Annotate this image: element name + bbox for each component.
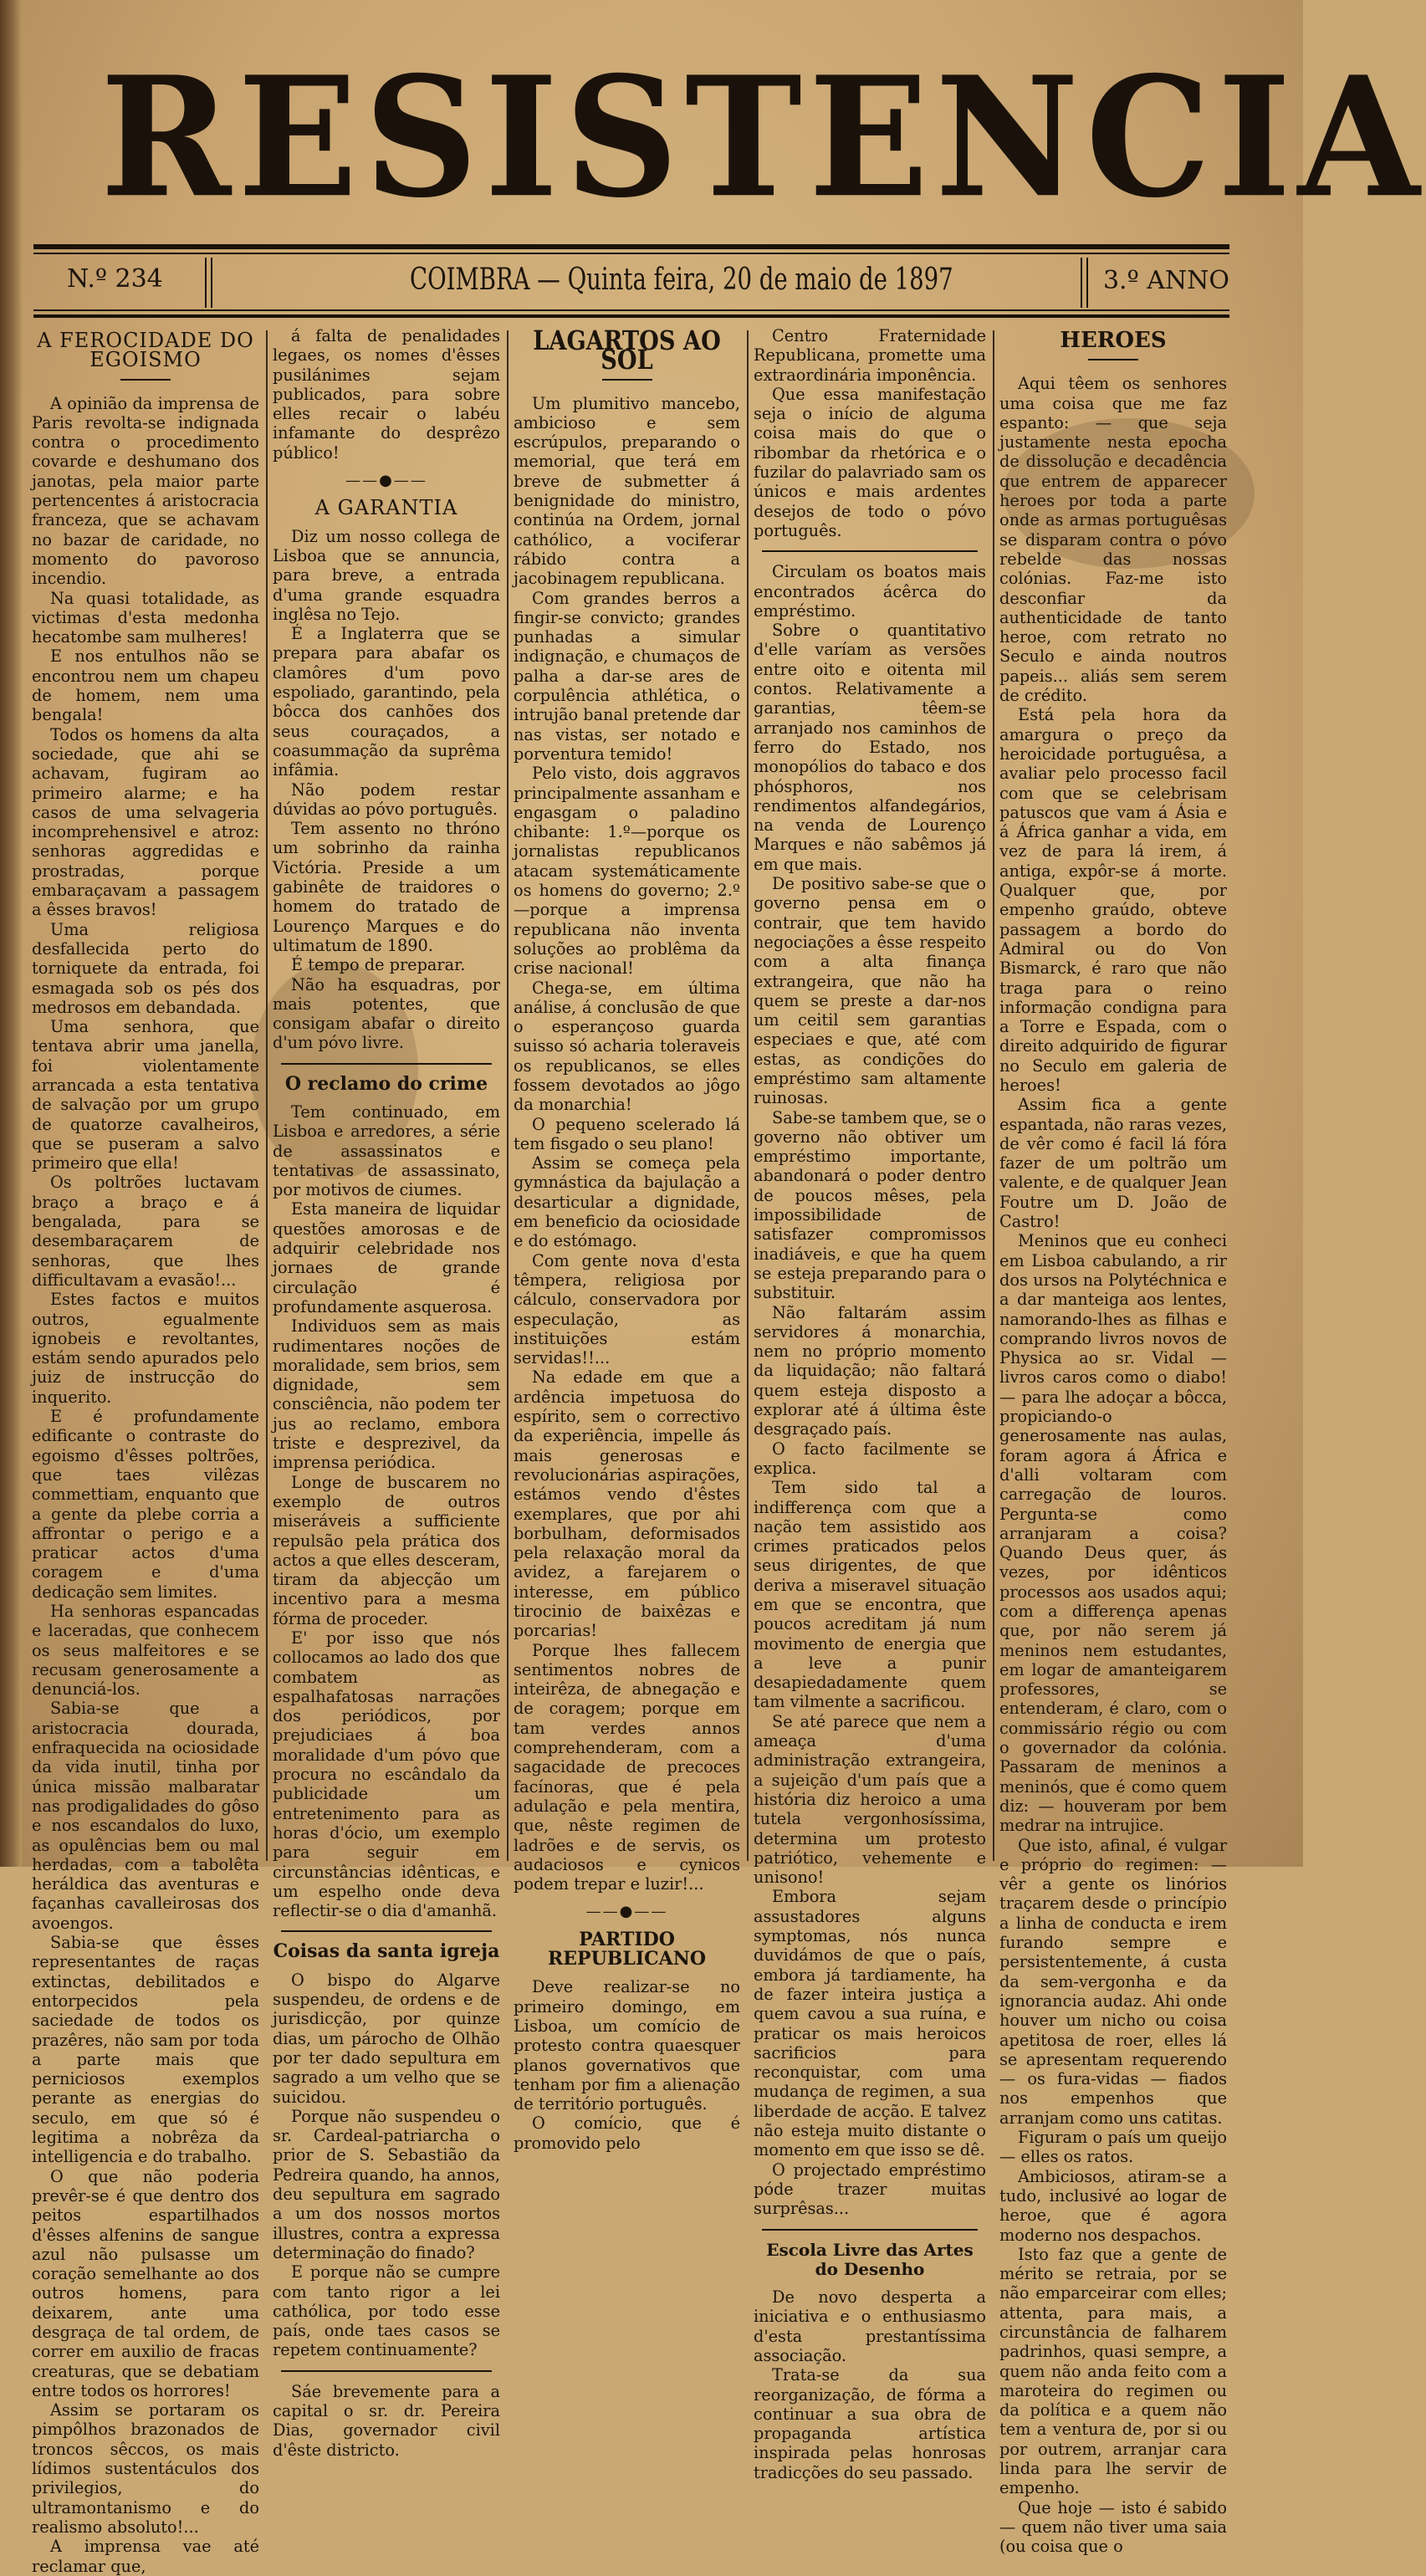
article-heading: HEROES (1060, 328, 1167, 353)
paragraph: Sabia-se que êsses representantes de raças extinctas, debilitados e entorpecidos pela saciedade de todos os prazêres, não sam por toda a parte mais que perniciosos exemplos perante as energias do seculo, em que só é legitima a nobrêza da intelligencia e do trabalho. (32, 1933, 259, 2167)
rule (33, 309, 1229, 311)
article-heading: O reclamo do crime (284, 1072, 488, 1095)
column-divider (747, 330, 749, 1861)
column-3 (514, 325, 740, 2153)
dateline-divider (211, 258, 212, 308)
article-body (999, 374, 1227, 2556)
dateline-divider (1086, 258, 1088, 308)
paragraph: Não faltarám assim servidores á monarchia, nem no próprio momento da liquidação; não faltará quem esteja disposto a explorar até á última êste desgraçado país. (754, 1302, 986, 1439)
heading-rule (120, 379, 171, 381)
article-body (273, 2382, 500, 2460)
paragraph: Assim se começa pela gymnástica da bajulação a desarticular a dignidade, em beneficio da ociosidade e do estómago. (514, 1153, 740, 1251)
paragraph: Chega-se, em última análise, á conclusão de que o esperançoso guarda suisso só acharia toleraveis os republicanos, se elles fossem devotados ao jôgo da monarchia! (514, 978, 740, 1115)
paragraph: O comício, que é promovido pelo (514, 2113, 740, 2153)
article-heading: PARTIDO REPUBLICANO (548, 1928, 706, 1970)
paragraph: Tem sido tal a indifferença com que a nação tem assistido aos crimes praticados pelos seus dirigentes, de que deriva a miseravel situação em que se encontra, que poucos acreditam já num movimento de energia que a leve a punir desapiedadamente quem tam vilmente a sacrificou. (754, 1478, 986, 1712)
rule (33, 253, 1229, 254)
paragraph: Na quasi totalidade, as victimas d'esta medonha hecatombe sam mulheres! (32, 588, 259, 647)
article-body (754, 562, 986, 2218)
paragraph: E nos entulhos não se encontrou nem um chapeu de homem, nem uma bengala! (32, 647, 259, 725)
dateline (33, 258, 1229, 308)
article-separator (281, 1930, 492, 1932)
paragraph: á falta de penalidades legaes, os nomes d'êsses pusilánimes sejam publicados, para sobre elles recair o labéu infamante do desprêzo público! (273, 326, 500, 463)
paragraph: Sabe-se tambem que, se o governo não obtiver um empréstimo importante, abandonará o poder dentro de poucos mêses, pela impossibilidade de satisfazer compromissos inadiáveis, e que ha quem se esteja preparando para o substituir. (754, 1107, 986, 1303)
article-heading: A FEROCIDADE DO EGOISMO (37, 329, 254, 372)
article-body (754, 326, 986, 540)
article-heading: A GARANTIA (314, 496, 458, 520)
column-5 (999, 326, 1227, 2557)
paragraph: Que isto, afinal, é vulgar e próprio do regimen: — vêr a gente os linórios traçarem desde o princípio a linha de conducta e irem furando sempre e persistentemente, á custa da sem-vergonha e da ignorancia audaz. Ahi onde houver um nicho ou coisa apetitosa de roer, elles lá se apresentam requerendo — os fura-vidas — fiados nos empenhos que arranjam como uns catitas. (999, 1835, 1227, 2128)
article-heading: Coisas da santa igreja (273, 1940, 500, 1963)
paragraph: Na edade em que a ardência impetuosa do espírito, sem o correctivo da experiência, impelle ás mais generosas e revolucionárias aspirações, estámos vendo d'êstes exemplares, que por ahi borbulham, deformisados pela relaxação moral da avidez, a farejarem o interesse, em público tirocinio de baixêzas e porcarias! (514, 1367, 740, 1641)
paragraph: Com gente nova d'esta têmpera, religiosa por cálculo, conservadora por especulação, as instituições estám servidas!!... (514, 1250, 740, 1368)
article-body (273, 326, 500, 463)
paragraph: O projectado empréstimo póde trazer muitas surprêsas... (754, 2159, 986, 2219)
paragraph: Pelo visto, dois aggravos principalmente assanham e engasgam o paladino chibante: 1.º—porque os jornalistas republicanos atacam systemáticamente os homens do governo; 2.º—porque a imprensa republicana não inventa soluções ao problêma da crise nacional! (514, 764, 740, 979)
paragraph: Individuos sem as mais rudimentares noções de moralidade, sem brios, sem dignidade, sem consciência, não podem ter jus ao reclamo, embora triste e desprezivel, da imprensa periódica. (273, 1316, 500, 1473)
paragraph: E' por isso que nós collocamos ao lado dos que combatem as espalhafatosas narrações dos periódicos, por prejudiciaes á boa moralidade d'um póvo que procura no escândalo da publicidade um entretenimento para as horas d'ócio, um exemplo para seguir em circunstâncias idênticas, e um espelho onde deva reflectir-se o dia d'amanhã. (273, 1628, 500, 1921)
paragraph: É tempo de preparar. (291, 955, 466, 975)
paragraph: Assim fica a gente espantada, não raras vezes, de vêr como é facil lá fóra fazer de um poltrão um valente, e de qualquer Jean Foutre um D. João de Castro! (999, 1095, 1227, 1232)
paragraph: Uma religiosa desfallecida perto do torniquete da entrada, foi esmagada sob os pés dos medrosos em debandada. (32, 919, 259, 1017)
paragraph: Se até parece que nem a ameaça d'uma administração extrangeira, a sujeição d'um país que a história diz heroico a uma tutela vergonhosíssima, determina um protesto patriótico, vehemente e unisono! (754, 1711, 986, 1888)
paragraph: Trata-se da sua reorganização, de fórma a continuar a sua obra de propaganda artística inspirada pelas honrosas tradicções do seu passado. (754, 2365, 986, 2482)
paragraph: Sáe brevemente para a capital o sr. dr. Pereira Dias, governador civil d'êste districto. (273, 2381, 500, 2460)
ornament: ——●—— (345, 472, 427, 490)
paragraph: Aqui têem os senhores uma coisa que me faz espanto: — que seja justamente nesta epocha de dissolução e decadência que entrem de apparecer heroes por toda a parte onde as armas portuguêsas se disparam contra o póvo rebelde das nossas colónias. Faz-me isto desconfiar da authenticidade de tanto heroe, com retrato no Seculo e ainda noutros papeis... aliás sem serem de crédito. (999, 374, 1227, 706)
heading-rule (602, 379, 652, 381)
paragraph: Não podem restar dúvidas ao póvo português. (273, 779, 500, 819)
paragraph: Meninos que eu conheci em Lisboa cabulando, a rir dos ursos na Polytéchnica e a dar manteiga aos lentes, namorando-lhes as filhas e comprando livros novos de Physica ao sr. Vidal — livros caros como o diabo! — para lhe adoçar a bôcca, propiciando-o generosamente nas aulas, foram agora á África e d'alli voltaram com carregação de louros. Pergunta-se como arranjaram a coisa? Quando Deus quer, ás vezes, por idênticos processos aos usados aqui; com a differença apenas que, por não serem já meninos nem estudantes, em logar de amanteigarem professores, se entenderam, é claro, com o commissário régio ou com o governador da colónia. Passaram de meninos a meninós, que é como quem diz: — houveram por bem medrar na intrujice. (999, 1231, 1227, 1836)
article-body (273, 1102, 500, 1920)
paragraph: De novo desperta a iniciativa e o enthusiasmo d'esta prestantíssima associação. (754, 2287, 986, 2365)
paragraph: Esta maneira de liquidar questões amorosas e de adquirir celebridade nos jornaes de grande circulação é profundamente asquerosa. (273, 1199, 500, 1316)
paragraph: Os poltrões luctavam braço a braço e á bengalada, para se desembaraçarem de senhoras, que lhes difficultavam a evasão!... (32, 1173, 259, 1290)
column-4 (754, 326, 986, 2482)
paragraph: Não ha esquadras, por mais potentes, que consigam abafar o direito d'um póvo livre. (273, 974, 500, 1053)
paragraph: Ambiciosos, atiram-se a tudo, inclusivé ao logar de heroe, que é agora moderno nos despachos. (999, 2166, 1227, 2245)
article-body (273, 1970, 500, 2360)
article-separator (762, 550, 978, 552)
rule (33, 314, 1229, 318)
paragraph: E é profundamente edificante o contraste do egoismo d'êsses poltrões, que taes vilêzas commettiam, enquanto que a gente da plebe corria a affrontar o perigo e a praticar actos d'uma coragem e d'uma dedicação sem limites. (32, 1407, 259, 1602)
article-separator (281, 1063, 492, 1065)
paragraph: Tem assento no thróno um sobrinho da rainha Victória. Preside a um gabinête de traidores o homem do tratado de Lourenço Marques e do ultimatum de 1890. (273, 819, 500, 955)
paragraph: Um plumitivo mancebo, ambicioso e sem escrúpulos, preparando o memorial, que terá em breve de submetter á benignidade do ministro, continúa na Ordem, jornal cathólico, a vociferar rábido contra a jacobinagem republicana. (514, 393, 740, 589)
paragraph: Diz um nosso collega de Lisboa que se annuncia, para breve, a entrada d'uma grande esquadra inglêsa no Tejo. (273, 526, 500, 624)
paragraph: E porque não se cumpre com tanto rigor a lei cathólica, por todo esse país, onde taes casos se repetem continuamente? (273, 2262, 500, 2360)
paragraph: Figuram o país um queijo — elles os ratos. (999, 2128, 1227, 2167)
heading-rule (1088, 359, 1138, 360)
dateline-divider (205, 258, 207, 308)
paragraph: O que não poderia prevêr-se é que dentro dos peitos espartilhados d'êsses alfenins de sangue azul não pulsasse um coração semelhante ao dos outros homens, para deixarem, ante uma desgraça de tal ordem, de correr em auxilio de fracas creaturas, que se debatiam entre todos os horrores! (32, 2166, 259, 2400)
paragraph: Estes factos e muitos outros, egualmente ignobeis e revoltantes, estám sendo apurados pelo juiz de instrucção do inquerito. (32, 1290, 259, 1407)
paragraph: Porque lhes fallecem sentimentos nobres de inteirêza, de abnegação e de coragem; porque em tam verdes annos comprehenderam, com a sagacidade de precoces facínoras, que é pela adulação e pela mentira, que, nêste regimen de ladrões e de servis, os audaciosos e cynicos podem trepar e luzir!... (514, 1640, 740, 1894)
masthead-title: RESISTENCIA (100, 40, 1426, 235)
paragraph: O facto facilmente se explica. (754, 1439, 986, 1478)
paragraph: Sabia-se que a aristocracia dourada, enfraquecida na ociosidade da vida inutil, tinha por única missão malbaratar nas prodigalidades do gôso e nos escandalos do luxo, as opulências bem ou mal herdadas, com a tabolêta heráldica das aventuras e façanhas cavalleirosas dos avoengos. (32, 1699, 259, 1933)
paragraph: Que essa manifestação seja o início de alguma coisa mais do que o ribombar da rhetórica e o fuzilar do palavriado sam os únicos e mais ardentes desejos de todo o póvo português. (754, 384, 986, 540)
paragraph: Que hoje — isto é sabido — quem não tiver uma saia (ou coisa que o (999, 2497, 1227, 2557)
paragraph: Isto faz que a gente de mérito se retraia, por se não emparceirar com elles; attenta, para mais, a circunstância de falharem padrinhos, quasi sempre, a quem não anda feito com a maroteira do regimen ou da política e a quem não tem a ventura de, por si ou por outrem, arranjar cara linda para lhe servir de empenho. (999, 2244, 1227, 2498)
paragraph: Tem continuado, em Lisboa e arredores, a série de assassinatos e tentativas de assassinato, por motivos de ciumes. (273, 1101, 500, 1200)
paragraph: Deve realizar-se no primeiro domingo, em Lisboa, um comício de protesto contra quaesquer planos governativos que tenham por fim a alienação de território português. (514, 1977, 740, 2114)
rule (33, 244, 1229, 249)
paragraph: Sobre o quantitativo d'elle varíam as versões entre oito e oitenta mil contos. Relativamente a garantias, têem-se arranjado nos caminhos de ferro do Estado, nos monopólios do tabaco e dos phósphoros, nos rendimentos alfandegários, na venda de Lourenço Marques e não sabêmos já em que mais. (754, 621, 986, 874)
paragraph: O pequeno scelerado lá tem fisgado o seu plano! (514, 1114, 740, 1153)
column-divider (507, 330, 509, 1861)
column-1 (32, 326, 259, 2576)
article-heading: LAGARTOS AO SOL (533, 325, 721, 376)
issue-year: 3.º ANNO (1102, 266, 1229, 295)
dateline-divider (1081, 258, 1082, 308)
article-separator (762, 2229, 978, 2231)
paragraph: De positivo sabe-se que o governo pensa em o contrair, que tem havido negociações a êsse respeito com a alta finança extrangeira, que não ha quem se preste a dar-nos um ceitil sem garantias especiaes e que, até com estas, as condições do empréstimo sam altamente ruinosas. (754, 874, 986, 1108)
paragraph: Porque não suspendeu o sr. Cardeal-patriarcha o prior de S. Sebastião da Pedreira quando, ha annos, deu sepultura em sagrado a um dos nossos mortos illustres, contra a expressa determinação do finado? (273, 2106, 500, 2262)
article-body (514, 1977, 740, 2153)
article-body (32, 394, 259, 2576)
article-heading: Escola Livre das Artes do Desenho (766, 2239, 974, 2279)
paragraph: Todos os homens da alta sociedade, que ahi se achavam, fugiram ao primeiro alarme; e ha casos de uma selvageria incomprehensivel e atroz: senhoras aggredidas e prostradas, porque embaraçavam a passagem a êsses bravos! (32, 724, 259, 920)
article-separator (281, 2370, 492, 2372)
issue-date: COIMBRA — Quinta feira, 20 de maio de 1897 (410, 263, 953, 297)
article-body (754, 2287, 986, 2482)
paragraph: Longe de buscarem no exemplo de outros miseráveis a sufficiente repulsão pela prática dos actos a que elles desceram, tiram da abjecção um incentivo para a mesma fórma de proceder. (273, 1472, 500, 1628)
paragraph: Assim se portaram os pimpôlhos brazonados de troncos sêccos, os mais lídimos sustentáculos dos privilegios, do ultramontanismo e do realismo absoluto!... (32, 2400, 259, 2537)
paragraph: Com grandes berros a fingir-se convicto; grandes punhadas a simular indignação, e chumaços de palha a dar-se ares de corpulência athlética, o intrujão banal pretende dar nas vistas, ser notado e porventura temido! (514, 588, 740, 764)
ornament: ——●—— (585, 1903, 668, 1921)
paragraph: É a Inglaterra que se prepara para abafar os clamôres d'um povo espoliado, garantindo, pela bôcca dos canhões dos seus couraçados, a coasummação da suprêma infâmia. (273, 624, 500, 780)
column-2 (273, 326, 500, 2460)
paragraph: Uma senhora, que tentava abrir uma janella, foi violentamente arrancada a esta tentativa de salvação por um grupo de quatorze cavalheiros, que se puseram a salvo primeiro que ella! (32, 1017, 259, 1173)
paragraph: A opinião da imprensa de Paris revolta-se indignada contra o procedimento covarde e deshumano dos janotas, pela maior parte pertencentes á aristocracia franceza, que se achavam no bazar de caridade, no momento do pavoroso incendio. (32, 393, 259, 589)
issue-number: N.º 234 (67, 264, 163, 294)
paragraph: Circulam os boatos mais encontrados ácêrca do empréstimo. (754, 562, 986, 621)
paragraph: O bispo do Algarve suspendeu, de ordens e de jurisdicção, por quinze dias, um párocho de Olhão por ter dado sepultura em sagrado a um velho que se suicidou. (273, 1970, 500, 2107)
paragraph: A imprensa vae até reclamar que, (32, 2537, 259, 2576)
column-divider (266, 330, 268, 1861)
column-divider (993, 330, 994, 1861)
paragraph: Embora sejam assustadores alguns symptomas, nós nunca duvidámos de que o país, embora já tardiamente, ha de fazer inteira justiça a quem cavou a sua ruína, e praticar os mais heroicos sacrificios para reconquistar, com uma mudança de regimen, a sua liberdade de acção. E talvez não esteja muito distante o momento em que isso se dê. (754, 1887, 986, 2160)
article-body (273, 527, 500, 1053)
article-body (514, 394, 740, 1894)
paragraph: Centro Fraternidade Republicana, promette uma extraordinária imponência. (754, 326, 986, 385)
paragraph: Está pela hora da amargura o preço da heroicidade portuguêsa, a avaliar pelo processo facil com que se celebrisam patuscos que vam á Ásia e á África ganhar a vida, em vez de para lá irem, á antiga, expôr-se á morte. Qualquer que, por empenho graúdo, obteve passagem a bordo do Admiral ou do Von Bismarck, é raro que não traga para o reino informação condigna para a Torre e Espada, com o direito adquirido de figurar no Seculo em galeria de heroes! (999, 705, 1227, 1095)
page-binding (0, 0, 22, 1867)
paragraph: Ha senhoras espancadas e laceradas, que conhecem os seus malfeitores e se recusam generosamente a denunciá-los. (32, 1602, 259, 1699)
